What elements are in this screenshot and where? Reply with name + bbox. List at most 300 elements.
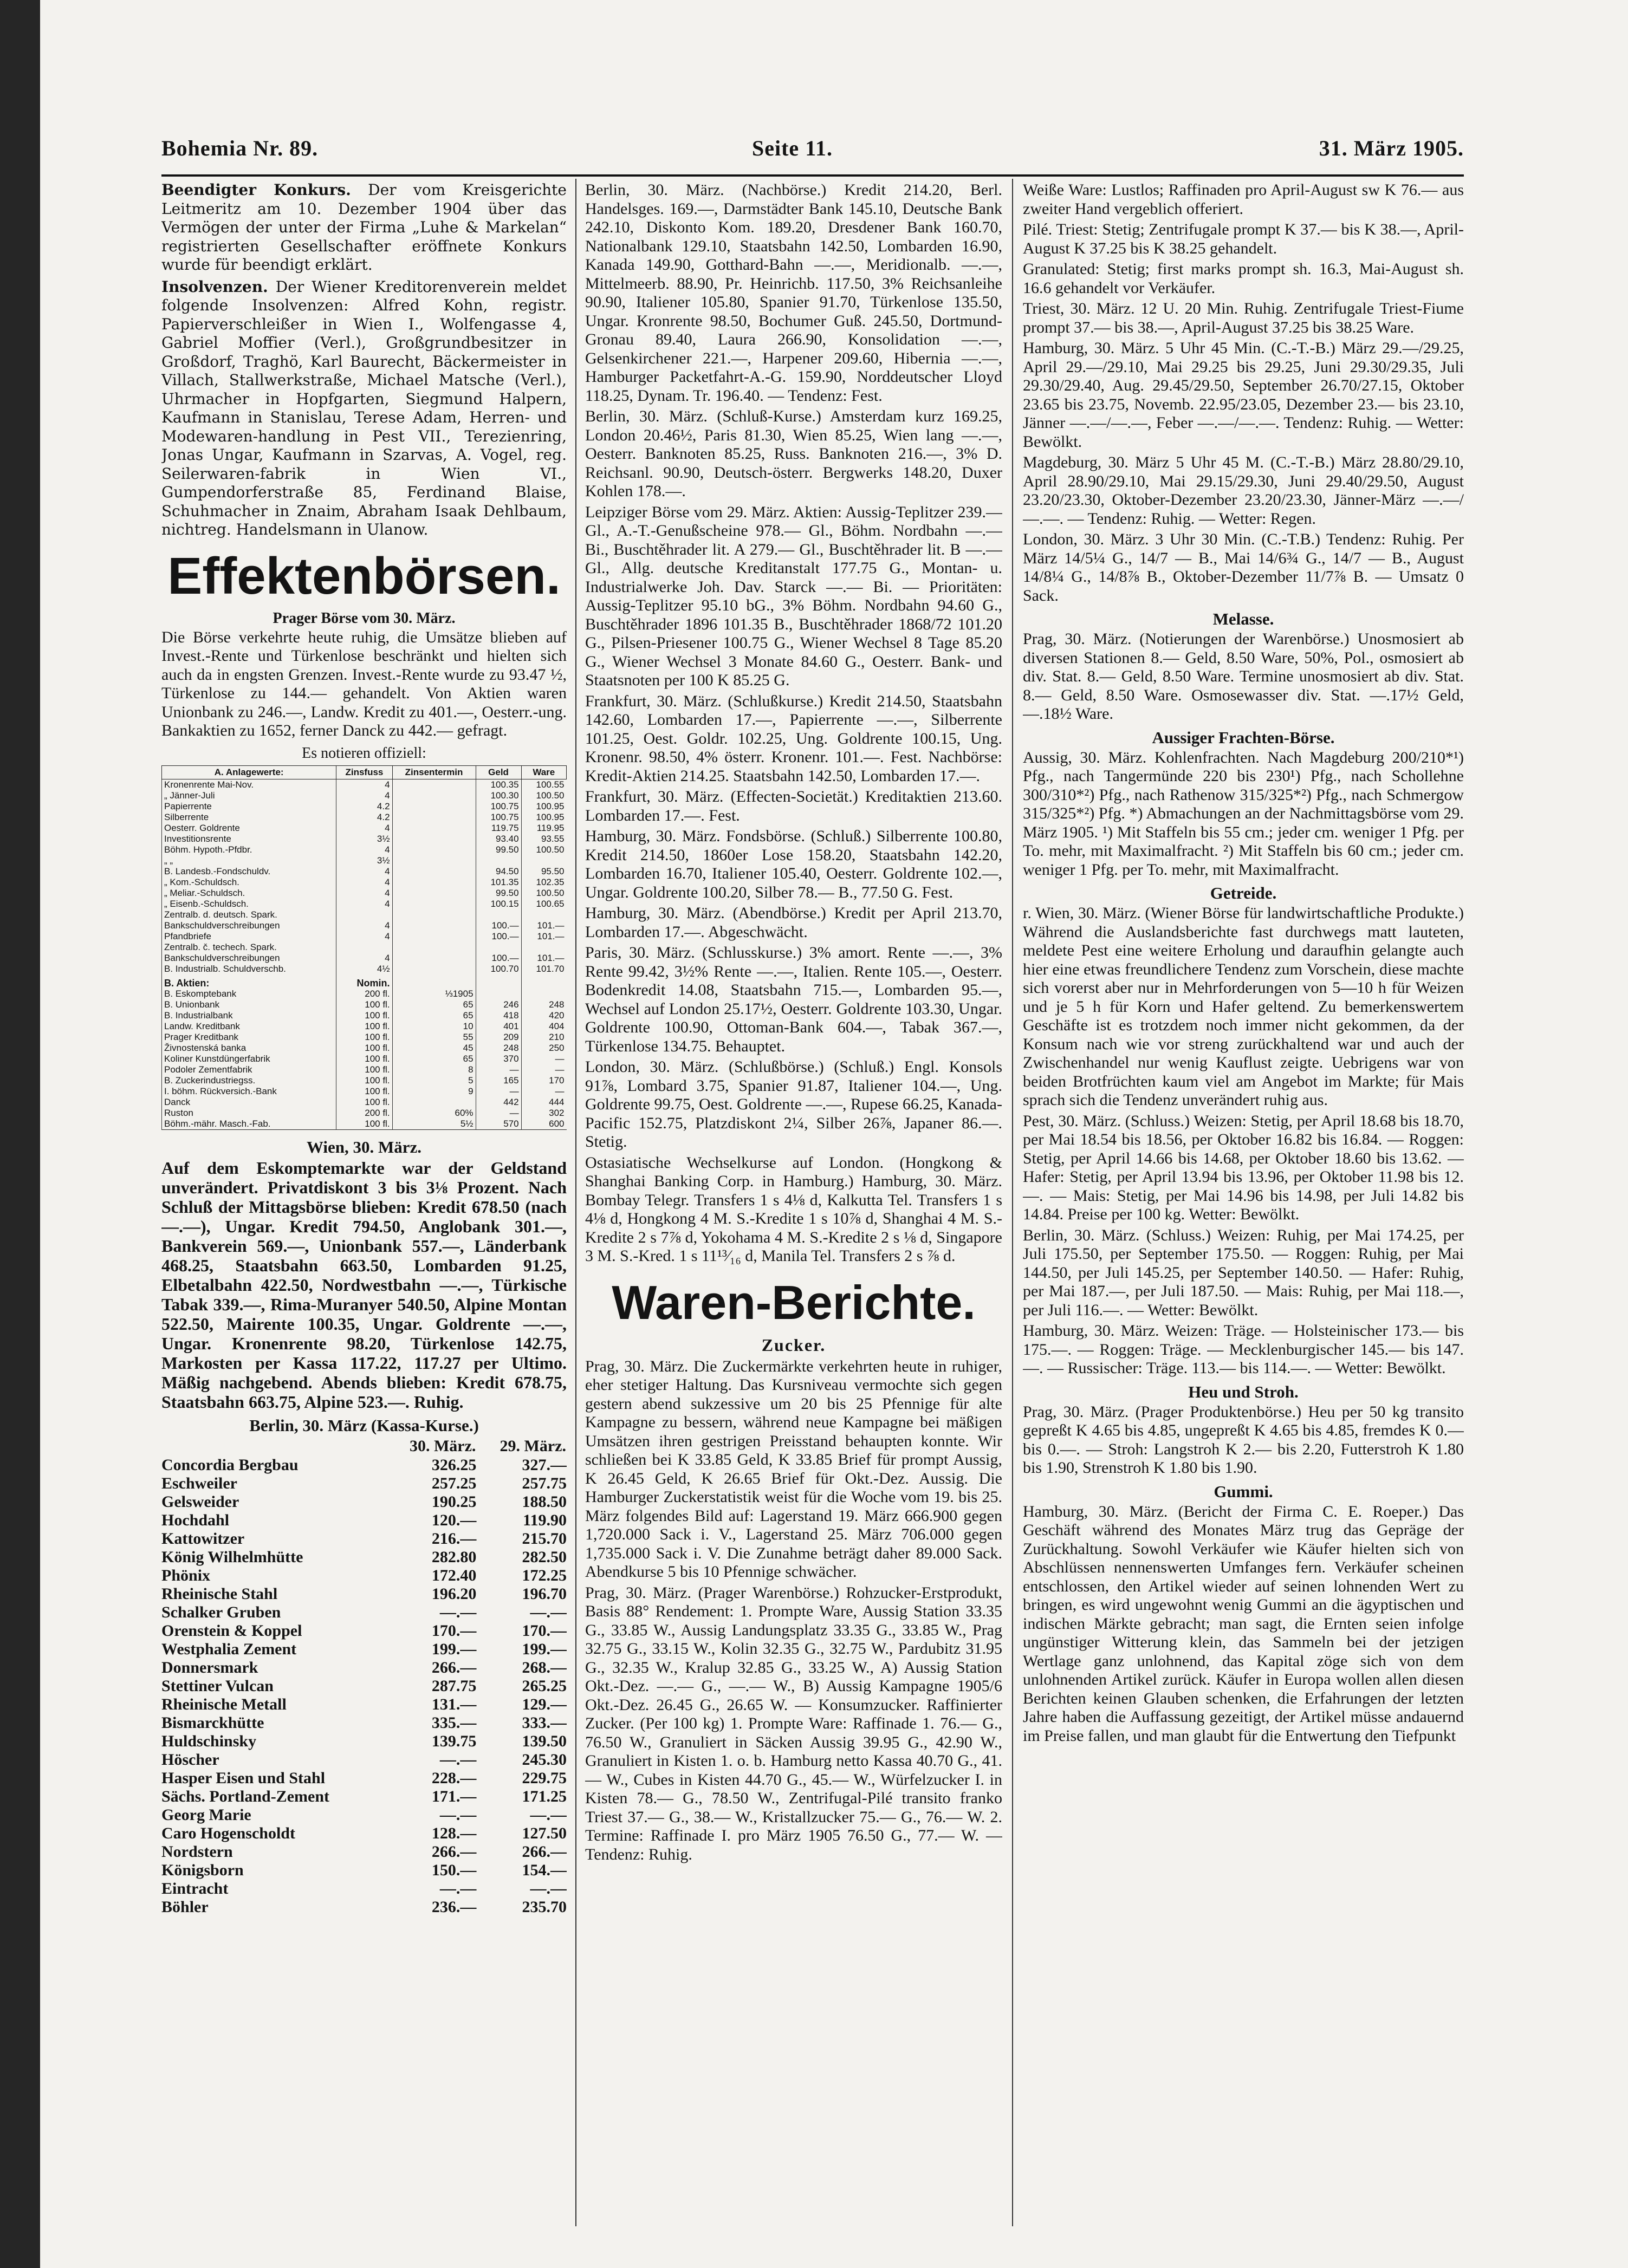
table-header: 29. März. [500, 1437, 566, 1455]
price-cell: 420 [521, 1010, 566, 1021]
header-rule [161, 174, 1464, 177]
security-name: „ Eisenb.-Schuldsch. [162, 899, 336, 909]
table-row [161, 1603, 567, 1622]
table-row [161, 1456, 567, 1474]
subheading: Zucker. [761, 1335, 826, 1355]
price-cell: 236.— [431, 1897, 477, 1916]
report-paragraph: Pest, 30. März. (Schluss.) Weizen: Stetig, per April 18.68 bis 18.70, per Mai 18.54 bis 18.56, per Oktober 16.82 bis 16.84. — Roggen: Stetig, per April 14.66 bis 14.68, per Oktober 18.60 bis 13.62. — Hafer: Stetig, per April 13.94 bis 13.96, per Oktober 11.98 bis 12.—. — Mais: Stetig, per Mai 14.96 bis 14.98, per Juli 14.82 bis 14.84. Preise per 100 kg. Wetter: Bewölkt. [1023, 1112, 1464, 1223]
price-cell: — [521, 1054, 566, 1064]
security-name: „ Jänner-Juli [162, 790, 336, 801]
price-cell: — [476, 1108, 521, 1119]
price-cell: 4½ [336, 964, 392, 974]
price-cell: 257.25 [431, 1474, 477, 1492]
table-row [162, 964, 567, 974]
table-row [162, 877, 567, 888]
report-paragraph: Prag, 30. März. (Prager Warenbörse.) Rohzucker-Erstprodukt, Basis 88° Rendement: 1. Prompte Ware, Aussig Station 33.35 G., 33.85 W., Aussig Landungsplatz 33.35 G., 33.85 W., Prag 32.75 G., 33.15 W., Kolin 32.35 G., 32.75 W., Pardubitz 31.95 G., 32.35 W., Kralup 32.85 G., 33.25 W., A) Aussig Station Okt.-Dez. —.— G., —.— W., B) Aussig Kampagne 1905/6 Okt.-Dez. 26.45 G., 26.65 W. — Konsumzucker. Raffinierter Zucker. (Per 100 kg) 1. Prompte Ware: Raffinade 1. 76.— G., 76.50 W., Granuliert in Säcken Aussig 39.95 G., 42.90 W., Granuliert in Kisten 1. o. b. Hamburg netto Kassa 40.70 G., 41.— W., Cubes in Kisten 44.70 G., 45.— W., Würfelzucker I. in Kisten 78.— G., 78.50 W., Zentrifugal-Pilé transito franko Triest 37.— G., 38.— W., Kristallzucker 75.— G., 76.— W. 2. Termine: Raffinade I. pro März 1905 76.50 G., 77.— W. — Tendenz: Ruhig. [585, 1583, 1002, 1863]
table-row [162, 899, 567, 909]
security-name: Westphalia Zement [161, 1640, 297, 1658]
masthead-right: 31. März 1905. [1319, 136, 1464, 160]
price-cell: 245.30 [522, 1750, 567, 1769]
subheading: Getreide. [1210, 883, 1277, 902]
security-name: Böhm.-mähr. Masch.-Fab. [162, 1119, 336, 1130]
security-name: B. Landesb.-Fondschuldv. [162, 866, 336, 877]
price-cell: 100 fl. [336, 999, 392, 1010]
column-2 [585, 181, 1002, 2239]
security-name: Concordia Bergbau [161, 1455, 299, 1474]
price-cell [521, 909, 566, 920]
security-name: I. böhm. Rückversich.-Bank [162, 1086, 336, 1097]
price-cell: 3½ [336, 855, 392, 866]
price-cell [392, 1097, 476, 1108]
subheading: Aussiger Frachten-Börse. [1152, 727, 1335, 747]
price-cell: 93.40 [476, 834, 521, 844]
price-cell: 229.75 [522, 1769, 567, 1787]
security-name: Sächs. Portland-Zement [161, 1787, 329, 1805]
price-cell: 100 fl. [336, 1097, 392, 1108]
price-cell: 171.25 [522, 1787, 567, 1805]
price-cell: 100.95 [521, 812, 566, 823]
security-name: Huldschinsky [161, 1732, 257, 1750]
table-row [162, 888, 567, 899]
table-row [161, 1714, 567, 1732]
price-cell [392, 812, 476, 823]
price-cell: — [521, 1064, 566, 1075]
security-name: Bankschuldverschreibungen [162, 953, 336, 964]
security-name: B. Eskomptebank [162, 989, 336, 999]
security-name: Živnostenská banka [162, 1043, 336, 1054]
price-cell: 266.— [431, 1842, 477, 1861]
price-cell: 102.35 [521, 877, 566, 888]
price-cell: 196.20 [431, 1584, 477, 1603]
security-name: Georg Marie [161, 1805, 251, 1824]
price-cell: 370 [476, 1054, 521, 1064]
report-paragraph: Berlin, 30. März. (Schluß-Kurse.) Amsterdam kurz 169.25, London 20.46½, Paris 81.30, Wien 85.25, Wien lang —.—, Oesterr. Banknoten 85.25, Russ. Banknoten 216.—, 3% D. Reichsanl. 90.90, Deutsch-österr. Bergwerks 148.20, Duxer Kohlen 178.—. [585, 407, 1002, 500]
berlin-table [161, 1437, 567, 1916]
price-cell: 131.— [431, 1695, 477, 1713]
price-cell [392, 834, 476, 844]
price-cell: 170.— [522, 1621, 567, 1640]
subheading: Prager Börse vom 30. März. [273, 609, 456, 627]
table-header: 30. März. [409, 1437, 476, 1455]
price-cell: —.— [530, 1603, 567, 1621]
column-1 [161, 181, 567, 2239]
price-cell [476, 909, 521, 920]
security-name: Phönix [161, 1566, 211, 1584]
table-row [161, 1622, 567, 1640]
column-divider [575, 179, 576, 2226]
price-cell: 65 [392, 1054, 476, 1064]
subheading: Berlin, 30. März (Kassa-Kurse.) [249, 1415, 479, 1435]
price-cell: 302 [521, 1108, 566, 1119]
security-name: Eschweiler [161, 1474, 237, 1492]
price-cell: 100.— [476, 931, 521, 942]
report-paragraph: Frankfurt, 30. März. (Effecten-Societät.) Kreditaktien 213.60. Lombarden 17.—. Fest. [585, 788, 1002, 824]
price-cell: 4.2 [336, 801, 392, 812]
price-cell: 101.35 [476, 877, 521, 888]
price-cell: 215.70 [522, 1529, 567, 1548]
price-cell [392, 964, 476, 974]
price-cell: 10 [392, 1021, 476, 1032]
price-cell: 127.50 [522, 1824, 567, 1842]
price-cell [521, 855, 566, 866]
report-paragraph: Leipziger Börse vom 29. März. Aktien: Aussig-Teplitzer 239.— Gl., A.-T.-Genußscheine 978.— Gl., Böhm. Nordbahn —.— Bi., Buschtěhrader lit. A 279.— Gl., Buschtěhrader lit. B —.— Gl., Allg. deutsche Kreditanstalt 177.75 G., Montan- u. Industrialwerke Joh. Dav. Starck —.— Bi. — Prioritäten: Aussig-Teplitzer 95.10 bG., 3% Böhm. Nordbahn 94.60 G., Buschtěhrader 1896 101.35 B., Buschtěhrader 1868/72 101.20 G., Pilsen-Priesener 100.75 G., Wiener Wechsel 8 Tage 85.20 G., Wiener Wechsel 3 Monate 84.60 G., Oesterr. Bank- und Staatsnoten per 100 K 85.25 G. [585, 503, 1002, 689]
price-cell: 99.50 [476, 844, 521, 855]
price-cell: 172.40 [431, 1566, 477, 1584]
report-paragraph: Pilé. Triest: Stetig; Zentrifugale prompt K 37.— bis K 38.—, April-August K 37.25 bis K 38.25 gehandelt. [1023, 220, 1464, 257]
table-row [162, 812, 567, 823]
security-name: Hasper Eisen und Stahl [161, 1769, 326, 1787]
price-cell: —.— [439, 1750, 477, 1769]
table-row [162, 1010, 567, 1021]
price-cell: 100.95 [521, 801, 566, 812]
security-name: B. Industrialbank [162, 1010, 336, 1021]
report-paragraph: Aussig, 30. März. Kohlenfrachten. Nach Magdeburg 200/210*¹) Pfg., nach Tangermünde 220 bis 230¹) Pfg., nach Schollehne 300/310*²) Pfg., nach Rathenow 315/325*²) Pfg., nach Schmergow 315/325*²) Pfg. *) Abmachungen an der Nachmittagsbörse vom 29. März 1905. ¹) Mit Staffeln bis 55 cm.; jeder cm. weniger 1 Pfg. per To. mehr, mit Maximalfracht. ²) Mit Staffeln bis 60 cm.; jeder cm. weniger 1 Pfg. per To. mehr, mit Maximalfracht. [1023, 748, 1464, 879]
table-row [161, 1880, 567, 1898]
price-cell: 100.35 [476, 779, 521, 790]
column-divider [1012, 179, 1013, 2226]
security-name: Podoler Zementfabrik [162, 1064, 336, 1075]
report-paragraph: Prag, 30. März. (Notierungen der Warenbörse.) Unosmosiert ab diversen Stationen 8.— Geld, 8.50 Ware, 50%, Pol., osmosiert ab div. Stat. 8.— Geld, 8.50 Ware. Termine unosmosiert ab div. Stat. 8.— Geld, 8.50 Ware. Osmosewasser div. Stat. —.17½ Geld, —.18½ Ware. [1023, 630, 1464, 723]
table-row [162, 866, 567, 877]
table-row [162, 1097, 567, 1108]
price-cell: 4 [336, 823, 392, 834]
price-cell: 4 [336, 877, 392, 888]
price-cell: 265.25 [522, 1676, 567, 1695]
security-name: Danck [162, 1097, 336, 1108]
price-cell [476, 855, 521, 866]
price-cell: 100 fl. [336, 1119, 392, 1130]
report-paragraph: Frankfurt, 30. März. (Schlußkurse.) Kredit 214.50, Staatsbahn 142.60, Lombarden 17.—, Papierrente —.—, Silberrente 101.25, Oest. Goldr. 102.25, Ung. Goldrente 100.15, Ung. Kronenr. 98.50, 4% österr. Kronenr. 101.—. Fest. Nachbörse: Kredit-Aktien 214.25. Staatsbahn 142.50, Lombarden 17.—. [585, 692, 1002, 785]
price-cell: 9 [392, 1086, 476, 1097]
price-cell: 139.50 [522, 1732, 567, 1750]
table-subheader: Nomin. [336, 974, 392, 989]
table-row [162, 920, 567, 931]
security-name: Investitionsrente [162, 834, 336, 844]
report-paragraph: Hamburg, 30. März. Fondsbörse. (Schluß.) Silberrente 100.80, Kredit 214.50, 1860er Lose 158.20, Staatsbahn 142.20, Lombarden 16.70, Italiener 105.40, Oesterr. Goldrente 102.—, Ungar. Goldrente 100.20, Silber 78.— B., 77.50 G. Fest. [585, 827, 1002, 901]
price-cell [392, 920, 476, 931]
price-cell: ⅓1905 [392, 989, 476, 999]
table-row [162, 1064, 567, 1075]
security-name: „ „ [162, 855, 336, 866]
security-name: Nordstern [161, 1842, 233, 1861]
price-cell: —.— [439, 1603, 477, 1621]
table-row [162, 779, 567, 790]
price-cell: 150.— [431, 1861, 477, 1879]
report-paragraph: Hamburg, 30. März. (Abendbörse.) Kredit per April 213.70, Lombarden 17.—. Abgeschwächt. [585, 904, 1002, 941]
table-row [161, 1788, 567, 1806]
table-row [162, 989, 567, 999]
price-cell: 266.— [522, 1842, 567, 1861]
price-cell: 129.— [522, 1695, 567, 1713]
price-cell: 100 fl. [336, 1075, 392, 1086]
price-cell [392, 953, 476, 964]
security-name: Höscher [161, 1750, 219, 1769]
table-row [161, 1585, 567, 1603]
price-cell: 100.75 [476, 801, 521, 812]
price-table [161, 765, 567, 1130]
price-cell: 60% [392, 1108, 476, 1119]
security-name: Ruston [162, 1108, 336, 1119]
price-cell [476, 989, 521, 999]
security-name: Hochdahl [161, 1511, 230, 1529]
price-cell: 199.— [431, 1640, 477, 1658]
price-cell: 165 [476, 1075, 521, 1086]
report-paragraph: Prag, 30. März. (Prager Produktenbörse.) Heu per 50 kg transito gepreßt K 4.65 bis 4.85, ungepreßt K 4.65 bis 4.85, fremdes K 0.— bis 0.—. — Stroh: Langstroh K 2.— bis 2.20, Futterstroh K 1.80 bis 1.90, Strenstroh K 1.80 bis 1.90. [1023, 1402, 1464, 1477]
report-paragraph: Magdeburg, 30. März 5 Uhr 45 M. (C.-T.-B.) März 28.80/29.10, April 28.90/29.10, Mai 29.15/29.30, Juni 29.40/29.50, August 23.20/23.30, Oktober-Dezember 23.20/23.30, Jänner-März —.—/—.—. — Tendenz: Ruhig. — Wetter: Regen. [1023, 453, 1464, 528]
report-paragraph: Die Börse verkehrte heute ruhig, die Umsätze blieben auf Invest.-Rente und Türkenlose beschränkt und hielten sich auch da in engsten Grenzen. Invest.-Rente wurde zu 93.47 ½, Türkenlose zu 144.— gehandelt. Von Aktien waren Unionbank zu 246.—, Landw. Kredit zu 401.—, Oesterr.-ung. Bankaktien zu 1652, ferner Danck zu 442.— gefragt. [161, 628, 567, 739]
price-cell: 120.— [431, 1511, 477, 1529]
price-cell: 4 [336, 931, 392, 942]
table-header: Geld [476, 765, 521, 779]
security-name: Bankschuldverschreibungen [162, 920, 336, 931]
security-name: Stettiner Vulcan [161, 1676, 274, 1695]
price-cell: 268.— [522, 1658, 567, 1676]
price-cell: 101.70 [521, 964, 566, 974]
price-cell: 128.— [431, 1824, 477, 1842]
price-cell: 45 [392, 1043, 476, 1054]
table-row [161, 1567, 567, 1585]
report-paragraph: Hamburg, 30. März. Weizen: Träge. — Holsteinischer 173.— bis 175.—. — Roggen: Träge. — Mecklenburgischer 145.— bis 147.—. — Russischer: Träge. 113.— bis 114.—. — Wetter: Bewölkt. [1023, 1322, 1464, 1377]
price-cell [392, 779, 476, 790]
price-cell: 100.75 [476, 812, 521, 823]
report-paragraph: Triest, 30. März. 12 U. 20 Min. Ruhig. Zentrifugale Triest-Fiume prompt 37.— bis 38.—, April-August 37.25 bis 38.25 Ware. [1023, 300, 1464, 336]
price-cell: 257.75 [522, 1474, 567, 1492]
price-cell [336, 942, 392, 953]
price-cell: 100.15 [476, 899, 521, 909]
subheading: Wien, 30. März. [306, 1137, 422, 1156]
table-header: Zinsentermin [392, 765, 476, 779]
price-cell: 228.— [431, 1769, 477, 1787]
report-paragraph: London, 30. März. (Schlußbörse.) (Schluß.) Engl. Konsols 91⅞, Lombard 3.75, Spanier 91.87, Italiener 104.—, Ung. Goldrente 99.75, Oest. Goldrente —.—, Rupese 66.25, Kanada-Pacific 152.75, Platzdiskont 2¼, Silber 26⅞, Japaner 86.—. Stetig. [585, 1058, 1002, 1151]
price-cell: 119.75 [476, 823, 521, 834]
price-cell: 170.— [431, 1621, 477, 1640]
price-cell: 199.— [522, 1640, 567, 1658]
price-cell: 333.— [522, 1713, 567, 1732]
price-cell: 418 [476, 1010, 521, 1021]
price-cell: 100 fl. [336, 1086, 392, 1097]
security-name: Rheinische Metall [161, 1695, 287, 1713]
price-cell: 100.30 [476, 790, 521, 801]
price-cell: 101.— [521, 931, 566, 942]
price-cell: 4 [336, 899, 392, 909]
security-name: Eintracht [161, 1879, 229, 1897]
price-cell: —.— [530, 1879, 567, 1897]
security-name: Bismarckhütte [161, 1713, 264, 1732]
price-cell: 287.75 [431, 1676, 477, 1695]
price-cell: 3½ [336, 834, 392, 844]
masthead-center: Seite 11. [752, 136, 833, 160]
masthead [161, 135, 1464, 164]
price-cell: 8 [392, 1064, 476, 1075]
section-title: Effektenbörsen. [167, 547, 561, 605]
report-paragraph: Auf dem Eskomptemarkte war der Geldstand unverändert. Privatdiskont 3 bis 3⅛ Prozent. Nach Schluß der Mittagsbörse blieben: Kredit 678.50 (nach —.—), Ungar. Kredit 794.50, Anglobank 301.—, Bankverein 569.—, Unionbank 557.—, Länderbank 468.25, Staatsbahn 663.50, Lombarden 91.25, Elbetalbahn 422.50, Nordwestbahn —.—, Türkische Tabak 339.—, Rima-Muranyer 540.50, Alpine Montan 522.50, Mairente 100.35, Ungar. Goldrente —.—, Ungar. Kronenrente 98.20, Türkenlose 142.75, Markosten per Kassa 117.22, 117.27 per Ultimo. Mäßig nachgebend. Abends blieben: Kredit 678.75, Staatsbahn 663.75, Alpine 523.—. Ruhig. [161, 1158, 567, 1412]
price-cell: 55 [392, 1032, 476, 1043]
price-cell: 100 fl. [336, 1010, 392, 1021]
table-row [162, 790, 567, 801]
price-cell: 190.25 [431, 1492, 477, 1511]
price-cell: 216.— [431, 1529, 477, 1548]
subheading: Melasse. [1212, 609, 1274, 628]
security-name: Zentralb. d. deutsch. Spark. [162, 909, 336, 920]
table-row [162, 1108, 567, 1119]
security-name: König Wilhelmhütte [161, 1548, 303, 1566]
price-cell: 4 [336, 844, 392, 855]
price-cell: 404 [521, 1021, 566, 1032]
price-cell: 4 [336, 953, 392, 964]
security-name: Orenstein & Koppel [161, 1621, 302, 1640]
price-cell [392, 942, 476, 953]
price-cell: 327.— [522, 1455, 567, 1474]
price-cell: 65 [392, 999, 476, 1010]
price-cell: 200 fl. [336, 989, 392, 999]
price-cell: 100.— [476, 920, 521, 931]
security-name: Gelsweider [161, 1492, 239, 1511]
price-cell: 94.50 [476, 866, 521, 877]
security-name: Caro Hogenscholdt [161, 1824, 295, 1842]
price-cell: — [476, 1064, 521, 1075]
price-cell: 100.50 [521, 888, 566, 899]
security-name: Böhler [161, 1897, 209, 1916]
price-cell: 119.95 [521, 823, 566, 834]
table-header: A. Anlagewerte: [162, 765, 336, 779]
table-caption: Es notieren offiziell: [302, 744, 426, 762]
price-cell [392, 855, 476, 866]
report-paragraph: Berlin, 30. März. (Nachbörse.) Kredit 214.20, Berl. Handelsges. 169.—, Darmstädter Bank 145.10, Deutsche Bank 242.10, Diskonto Kom. 189.20, Dresdener Bank 160.70, Nationalbank 129.10, Staatsbahn 142.50, Lombarden 16.90, Kanada 149.90, Gotthard-Bahn —.—, Meridionalb. —.—, Mittelmeerb. 88.90, Pr. Heinrichb. 117.50, 3% Reichsanleihe 90.90, Italiener 105.80, Spanier 91.70, Türkenlose 135.50, Ungar. Kronrente 98.50, Bochumer Guß. 245.50, Dortmund-Gronau 89.40, Laura 266.90, Konsolidation —.—, Gelsenkirchener 221.—, Harpener 209.60, Hibernia —.—, Hamburger Packetfahrt-A.-G. 159.90, Norddeutscher Lloyd 118.25, Dynam. Tr. 196.40. — Tendenz: Fest. [585, 181, 1002, 405]
price-cell: 4.2 [336, 812, 392, 823]
report-paragraph: Granulated: Stetig; first marks prompt sh. 16.3, Mai-August sh. 16.6 gehandelt vor Verkäufer. [1023, 260, 1464, 297]
price-cell [392, 801, 476, 812]
table-row [162, 844, 567, 855]
price-cell: 170 [521, 1075, 566, 1086]
price-cell: — [521, 1086, 566, 1097]
price-cell: 5 [392, 1075, 476, 1086]
table-header: Ware [521, 765, 566, 779]
price-cell: 196.70 [522, 1584, 567, 1603]
table-row [161, 1695, 567, 1714]
price-cell: 172.25 [522, 1566, 567, 1584]
price-cell: —.— [530, 1805, 567, 1824]
price-cell: 209 [476, 1032, 521, 1043]
report-paragraph: r. Wien, 30. März. (Wiener Börse für landwirtschaftliche Produkte.) Während die Auslandsberichte fast durchwegs matt lauteten, meldete Pest eine weitere Erholung und daraufhin gelangte auch hier eine etwas freundlichere Tendenz zum Vorschein, diese machte sich vorerst aber nur in Mehrforderungen von 5—10 h für Weizen und je 5 h für Korn und Hafer geltend. Zu bemerkenswertem Geschäfte ist es trotzdem noch immer nicht gekommen, da der Konsum nach wie vor streng zurückhaltend war und auch der Zwischenhandel nur wenig Kauflust zeigte. Uebrigens war von beiden Brotfrüchten kaum viel am Angebot im Markte; für Mais sprach sich die Tendenz unverändert ruhig aus. [1023, 904, 1464, 1109]
price-cell: 99.50 [476, 888, 521, 899]
security-name: „ Kom.-Schuldsch. [162, 877, 336, 888]
security-name: Kattowitzer [161, 1529, 245, 1548]
price-cell: 119.90 [523, 1511, 567, 1529]
price-cell: 93.55 [521, 834, 566, 844]
table-row [161, 1530, 567, 1548]
report-paragraph: Prag, 30. März. Die Zuckermärkte verkehrten heute in ruhiger, eher stetiger Haltung. Das Kursniveau vermochte sich gegen gestern abend sukzessive um 20 bis 25 Pfennige für alte Kampagne zu bessern, während neue Kampagne bei mäßigen Umsätzen ihren gestrigen Preisstand behaupten konnte. Wir schließen bei K 33.85 Geld, K 33.85 Brief für prompt Aussig, K 26.45 Geld, K 26.65 Brief für Okt.-Dez. Aussig. Die Hamburger Zuckerstatistik weist für die Woche vom 19. bis 25. März folgendes Bild auf: Lagerstand 19. März 666.900 gegen 1,720.000 Sack i. V., Lagerstand 25. März 706.000 gegen 1,735.000 Sack i. V. Die Zunahme beträgt daher 89.000 Sack. Abendkurse 5 bis 10 Pfennige schwächer. [585, 1357, 1002, 1581]
report-paragraph: Ostasiatische Wechselkurse auf London. (Hongkong & Shanghai Banking Corp. in Hamburg.) Hamburg, 30. März. Bombay Telegr. Transfers 1 s 4⅛ d, Kalkutta Tel. Transfers 1 s 4⅛ d, Hongkong 4 M. S.-Kredite 1 s 10⅞ d, Shanghai 4 M. S.-Kredite 2 s 7⅞ d, Yokohama 4 M. S.-Kredite 2 s ⅛ d, Singapore 3 M. S.-Kred. 1 s 11¹³⁄₁₆ d, Manila Tel. Transfers 2 s ⅞ d. [585, 1153, 1002, 1265]
price-cell: 248 [521, 999, 566, 1010]
table-row [161, 1751, 567, 1769]
subheading: Gummi. [1214, 1481, 1273, 1501]
price-cell [392, 888, 476, 899]
price-cell [521, 942, 566, 953]
security-name: Silberrente [162, 812, 336, 823]
price-cell [336, 909, 392, 920]
price-cell: 282.80 [431, 1548, 477, 1566]
price-cell: 335.— [431, 1713, 477, 1732]
price-cell [392, 877, 476, 888]
price-cell: 100 fl. [336, 1032, 392, 1043]
price-cell [392, 823, 476, 834]
security-name: Pfandbriefe [162, 931, 336, 942]
table-row [161, 1824, 567, 1843]
price-cell: 100.50 [521, 844, 566, 855]
price-cell [476, 942, 521, 953]
table-row [161, 1732, 567, 1751]
table-row [161, 1640, 567, 1659]
price-cell: 570 [476, 1119, 521, 1130]
price-cell: 235.70 [522, 1897, 567, 1916]
subheading: Heu und Stroh. [1188, 1382, 1299, 1401]
price-cell: 250 [521, 1043, 566, 1054]
price-cell: 4 [336, 790, 392, 801]
price-cell: 282.50 [522, 1548, 567, 1566]
price-cell: 188.50 [522, 1492, 567, 1511]
price-cell [392, 790, 476, 801]
table-row [162, 953, 567, 964]
security-name: Landw. Kreditbank [162, 1021, 336, 1032]
price-cell: 266.— [431, 1658, 477, 1676]
table-row [161, 1861, 567, 1880]
security-name: Königsborn [161, 1861, 244, 1879]
security-name: B. Unionbank [162, 999, 336, 1010]
price-cell [392, 931, 476, 942]
price-cell: 154.— [522, 1861, 567, 1879]
price-cell: — [476, 1086, 521, 1097]
price-cell: 100 fl. [336, 1054, 392, 1064]
price-cell: 401 [476, 1021, 521, 1032]
price-cell [392, 899, 476, 909]
table-row [162, 823, 567, 834]
table-row [162, 909, 567, 920]
report-paragraph: Paris, 30. März. (Schlusskurse.) 3% amort. Rente —.—, 3% Rente 99.42, 3½% Rente —.—, Italien. Rente 105.—, Oesterr. Bodenkredit 14.08, Staatsbahn 715.—, Lombarden 95.—, Wechsel auf London 25.17½, Oesterr. Goldrente 103.30, Ungar. Goldrente 100.90, Ottoman-Bank 604.—, Tabak 367.—, Türkenlose 134.75. Behauptet. [585, 944, 1002, 1055]
table-row [161, 1769, 567, 1788]
price-cell: 200 fl. [336, 1108, 392, 1119]
price-cell: 5½ [392, 1119, 476, 1130]
price-cell: 100.50 [521, 790, 566, 801]
price-cell [392, 844, 476, 855]
price-cell: —.— [439, 1879, 477, 1897]
security-name: Böhm. Hypoth.-Pfdbr. [162, 844, 336, 855]
price-cell: 4 [336, 920, 392, 931]
price-cell: 65 [392, 1010, 476, 1021]
report-paragraph: Hamburg, 30. März. (Bericht der Firma C. E. Roeper.) Das Geschäft während des Monates März trug das Gepräge der Zurückhaltung. Sowohl Verkäufer wie Käufer hielten sich von Abschlüssen nennenswerten Umfanges fern. Verkäufer scheinen entschlossen, den Artikel wieder auf seinen lohnenden Wert zu bringen, es wird ungewohnt wenig Gummi an die ägyptischen und indischen Märkte gebracht; man sagt, die Ernten seien infolge ungünstiger Witterung klein, das Sammeln bei der jetzigen Wertlage ganz unlohnend, das Kapital zöge sich von dem unlohnenden Artikel zurück. Käufer in Europa wollen allen diesen Berichten keinen Glauben schenken, die Erfahrungen der letzten Jahre haben die Auffassung gezeitigt, der Artikel müsse andauernd im Preise fallen, und man glaubt für die Entwertung den Tiefpunkt [1023, 1502, 1464, 1745]
table-row [162, 1054, 567, 1064]
price-cell: —.— [439, 1805, 477, 1824]
security-name: B. Zuckerindustriegss. [162, 1075, 336, 1086]
price-cell: 139.75 [431, 1732, 477, 1750]
security-name: Rheinische Stahl [161, 1584, 278, 1603]
price-cell [392, 909, 476, 920]
table-row [162, 1021, 567, 1032]
table-row [162, 1075, 567, 1086]
security-name: B. Industrialb. Schuldverschb. [162, 964, 336, 974]
price-cell: 600 [521, 1119, 566, 1130]
table-row [161, 1677, 567, 1695]
price-cell: 100.55 [521, 779, 566, 790]
report-paragraph: London, 30. März. 3 Uhr 30 Min. (C.-T.B.) Tendenz: Ruhig. Per März 14/5¼ G., 14/7 — B., Mai 14/6¾ G., 14/7 — B., August 14/8¼ G., 14/8⅞ B., Oktober-Dezember 11/7⅞ B. — Umsatz 0 Sack. [1023, 530, 1464, 605]
table-row [161, 1806, 567, 1824]
table-row [162, 801, 567, 812]
price-cell: 442 [476, 1097, 521, 1108]
price-cell: 444 [521, 1097, 566, 1108]
section-title: Waren-Berichte. [612, 1275, 976, 1329]
security-name: Kronenrente Mai-Nov. [162, 779, 336, 790]
column-3 [1023, 181, 1464, 2239]
security-name: Schalker Gruben [161, 1603, 281, 1621]
